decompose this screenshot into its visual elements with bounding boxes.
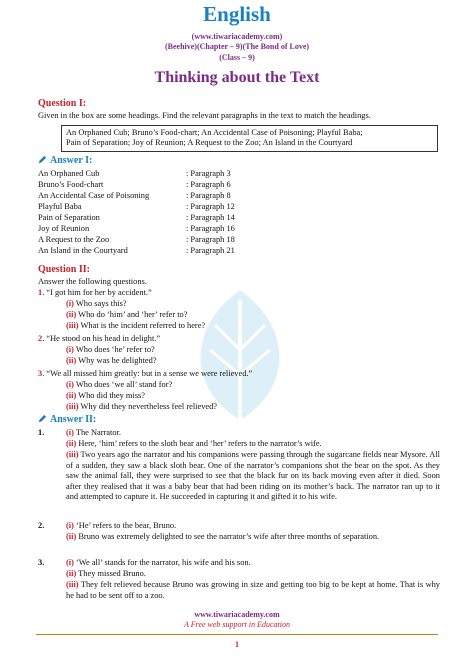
answer-number: 3. xyxy=(38,558,45,567)
answer-line xyxy=(66,521,176,531)
sub-tag: (iii) xyxy=(66,321,79,330)
sub-text: Who does ‘we all’ stand for? xyxy=(73,380,173,389)
sub-question xyxy=(66,402,217,412)
sub-question xyxy=(66,380,172,390)
sub-question xyxy=(66,299,127,309)
sub-tag: (ii) xyxy=(66,310,77,319)
item-number: 3 xyxy=(38,369,43,378)
sub-tag: (iii) xyxy=(66,580,79,589)
sub-tag: (ii) xyxy=(66,569,77,578)
pencil-icon xyxy=(38,414,47,423)
sub-tag: (i) xyxy=(66,558,74,567)
sub-text: Two years ago the narrator and his companions were passing through the sugarcane fields near Mysore. All of a sudden, they saw a black sloth bear. One of the narrator’s companions shot the bear on the spot. As they saw the animal fall, they were surprised to see that the black fur on its back moving even after it died. Soon after they realised that it was a baby bear that had been riding on its mother’s back. The narrator ran up to it and attempted to capture it. He succeeded in capturing it and gifted it to his wife. xyxy=(66,450,440,501)
sub-tag: (i) xyxy=(66,428,74,437)
headings-box-line-1: An Orphaned Cub; Bruno’s Food-chart; An Accidental Case of Poisoning; Playful Baba; xyxy=(66,128,363,137)
item-number: 2 xyxy=(38,334,43,343)
heading-label: Bruno’s Food-chart xyxy=(38,180,104,189)
header-class: (Class – 9) xyxy=(219,53,255,62)
sub-text: ‘We all’ stands for the narrator, his wife and his son. xyxy=(73,558,251,567)
sub-text: What is the incident referred to here? xyxy=(78,321,206,330)
sub-text: Bruno was extremely delighted to see the narrator’s wife after three months of separation. xyxy=(76,532,380,541)
question-2-item-2 xyxy=(38,334,160,344)
sub-question xyxy=(66,356,157,366)
sub-text: Who did they miss? xyxy=(76,391,145,400)
footer-tagline: A Free web support in Education xyxy=(184,620,290,629)
answer-line xyxy=(66,428,121,438)
answer-number: 2. xyxy=(38,521,45,530)
footer-divider xyxy=(36,634,438,635)
item-quote: . “He stood on his head in delight.” xyxy=(42,334,161,343)
answer-line xyxy=(66,569,146,579)
question-2-heading: Question II: xyxy=(38,264,90,275)
heading-label: Playful Baba xyxy=(38,202,82,211)
sub-tag: (iii) xyxy=(66,402,79,411)
paragraph-value: : Paragraph 12 xyxy=(186,202,235,211)
sub-tag: (i) xyxy=(66,345,74,354)
answer-paragraph xyxy=(66,532,440,543)
sub-question xyxy=(66,345,155,355)
sub-tag: (ii) xyxy=(66,391,77,400)
answer-2-heading-text: Answer II: xyxy=(50,414,97,425)
sub-text: Who do ‘him’ and ‘her’ refer to? xyxy=(76,310,188,319)
answer-line xyxy=(66,439,322,449)
paragraph-value: : Paragraph 21 xyxy=(186,246,235,255)
sub-text: Why was he delighted? xyxy=(76,356,157,365)
page-number: 1 xyxy=(235,640,239,649)
header-site: (www.tiwariacademy.com) xyxy=(191,32,283,41)
paragraph-value: : Paragraph 3 xyxy=(186,169,231,178)
headings-box xyxy=(61,125,438,152)
heading-label: An Accidental Case of Poisoning xyxy=(38,191,150,200)
sub-text: They missed Bruno. xyxy=(76,569,146,578)
heading-label: Pain of Separation xyxy=(38,213,100,222)
question-2-intro: Answer the following questions. xyxy=(38,277,147,286)
page-title: English xyxy=(203,2,271,26)
heading-label: A Request to the Zoo xyxy=(38,235,110,244)
paragraph-value: : Paragraph 6 xyxy=(186,180,231,189)
heading-label: An Orphaned Cub xyxy=(38,169,100,178)
paragraph-value: : Paragraph 16 xyxy=(186,224,235,233)
question-1-instruction: Given in the box are some headings. Find the relevant paragraphs in the text to match the headings. xyxy=(38,111,371,120)
sub-tag: (ii) xyxy=(66,356,77,365)
footer-site-link[interactable]: www.tiwariacademy.com xyxy=(194,610,280,619)
answer-paragraph xyxy=(66,580,440,601)
item-quote: . “I got him for her by accident.” xyxy=(42,288,152,297)
sub-tag: (i) xyxy=(66,521,74,530)
section-title: Thinking about the Text xyxy=(154,69,320,86)
question-1-heading: Question I: xyxy=(38,98,87,109)
answer-2-heading xyxy=(38,414,96,425)
headings-box-line-2: Pain of Separation; Joy of Reunion; A Request to the Zoo; An Island in the Courtyard xyxy=(66,138,353,147)
sub-text: Who does ‘he’ refer to? xyxy=(73,345,155,354)
answer-line xyxy=(66,558,251,568)
question-2-item-3 xyxy=(38,369,252,379)
item-number: 1 xyxy=(38,288,43,297)
paragraph-value: : Paragraph 14 xyxy=(186,213,235,222)
sub-text: They felt relieved because Bruno was growing in size and getting too big to be kept at home. That is why he had to be sent off to a zoo. xyxy=(66,580,440,600)
answer-1-heading-text: Answer I: xyxy=(50,155,93,166)
sub-tag: (i) xyxy=(66,380,74,389)
sub-question xyxy=(66,391,145,401)
header-chapter: (Beehive)(Chapter – 9)(The Bond of Love) xyxy=(164,42,310,51)
answer-paragraph xyxy=(66,450,440,503)
answer-number: 1. xyxy=(38,428,45,437)
sub-tag: (ii) xyxy=(66,439,77,448)
sub-question xyxy=(66,310,187,320)
paragraph-value: : Paragraph 18 xyxy=(186,235,235,244)
pencil-icon xyxy=(38,155,47,164)
heading-label: An Island in the Courtyard xyxy=(38,246,128,255)
paragraph-value: : Paragraph 8 xyxy=(186,191,231,200)
heading-label: Joy of Reunion xyxy=(38,224,90,233)
sub-tag: (ii) xyxy=(66,532,77,541)
sub-tag: (i) xyxy=(66,299,74,308)
sub-tag: (iii) xyxy=(66,450,79,459)
sub-text: Why did they nevertheless feel relieved? xyxy=(78,402,218,411)
answer-1-heading xyxy=(38,155,92,166)
sub-question xyxy=(66,321,205,331)
question-2-item-1 xyxy=(38,288,152,298)
sub-text: Here, ‘him’ refers to the sloth bear and ‘her’ refers to the narrator’s wife. xyxy=(76,439,322,448)
sub-text: Who says this? xyxy=(73,299,127,308)
sub-text: The Narrator. xyxy=(73,428,121,437)
sub-text: ‘He’ refers to the bear, Bruno. xyxy=(73,521,177,530)
item-quote: . “We all missed him greatly: but in a sense we were relieved.” xyxy=(42,369,253,378)
